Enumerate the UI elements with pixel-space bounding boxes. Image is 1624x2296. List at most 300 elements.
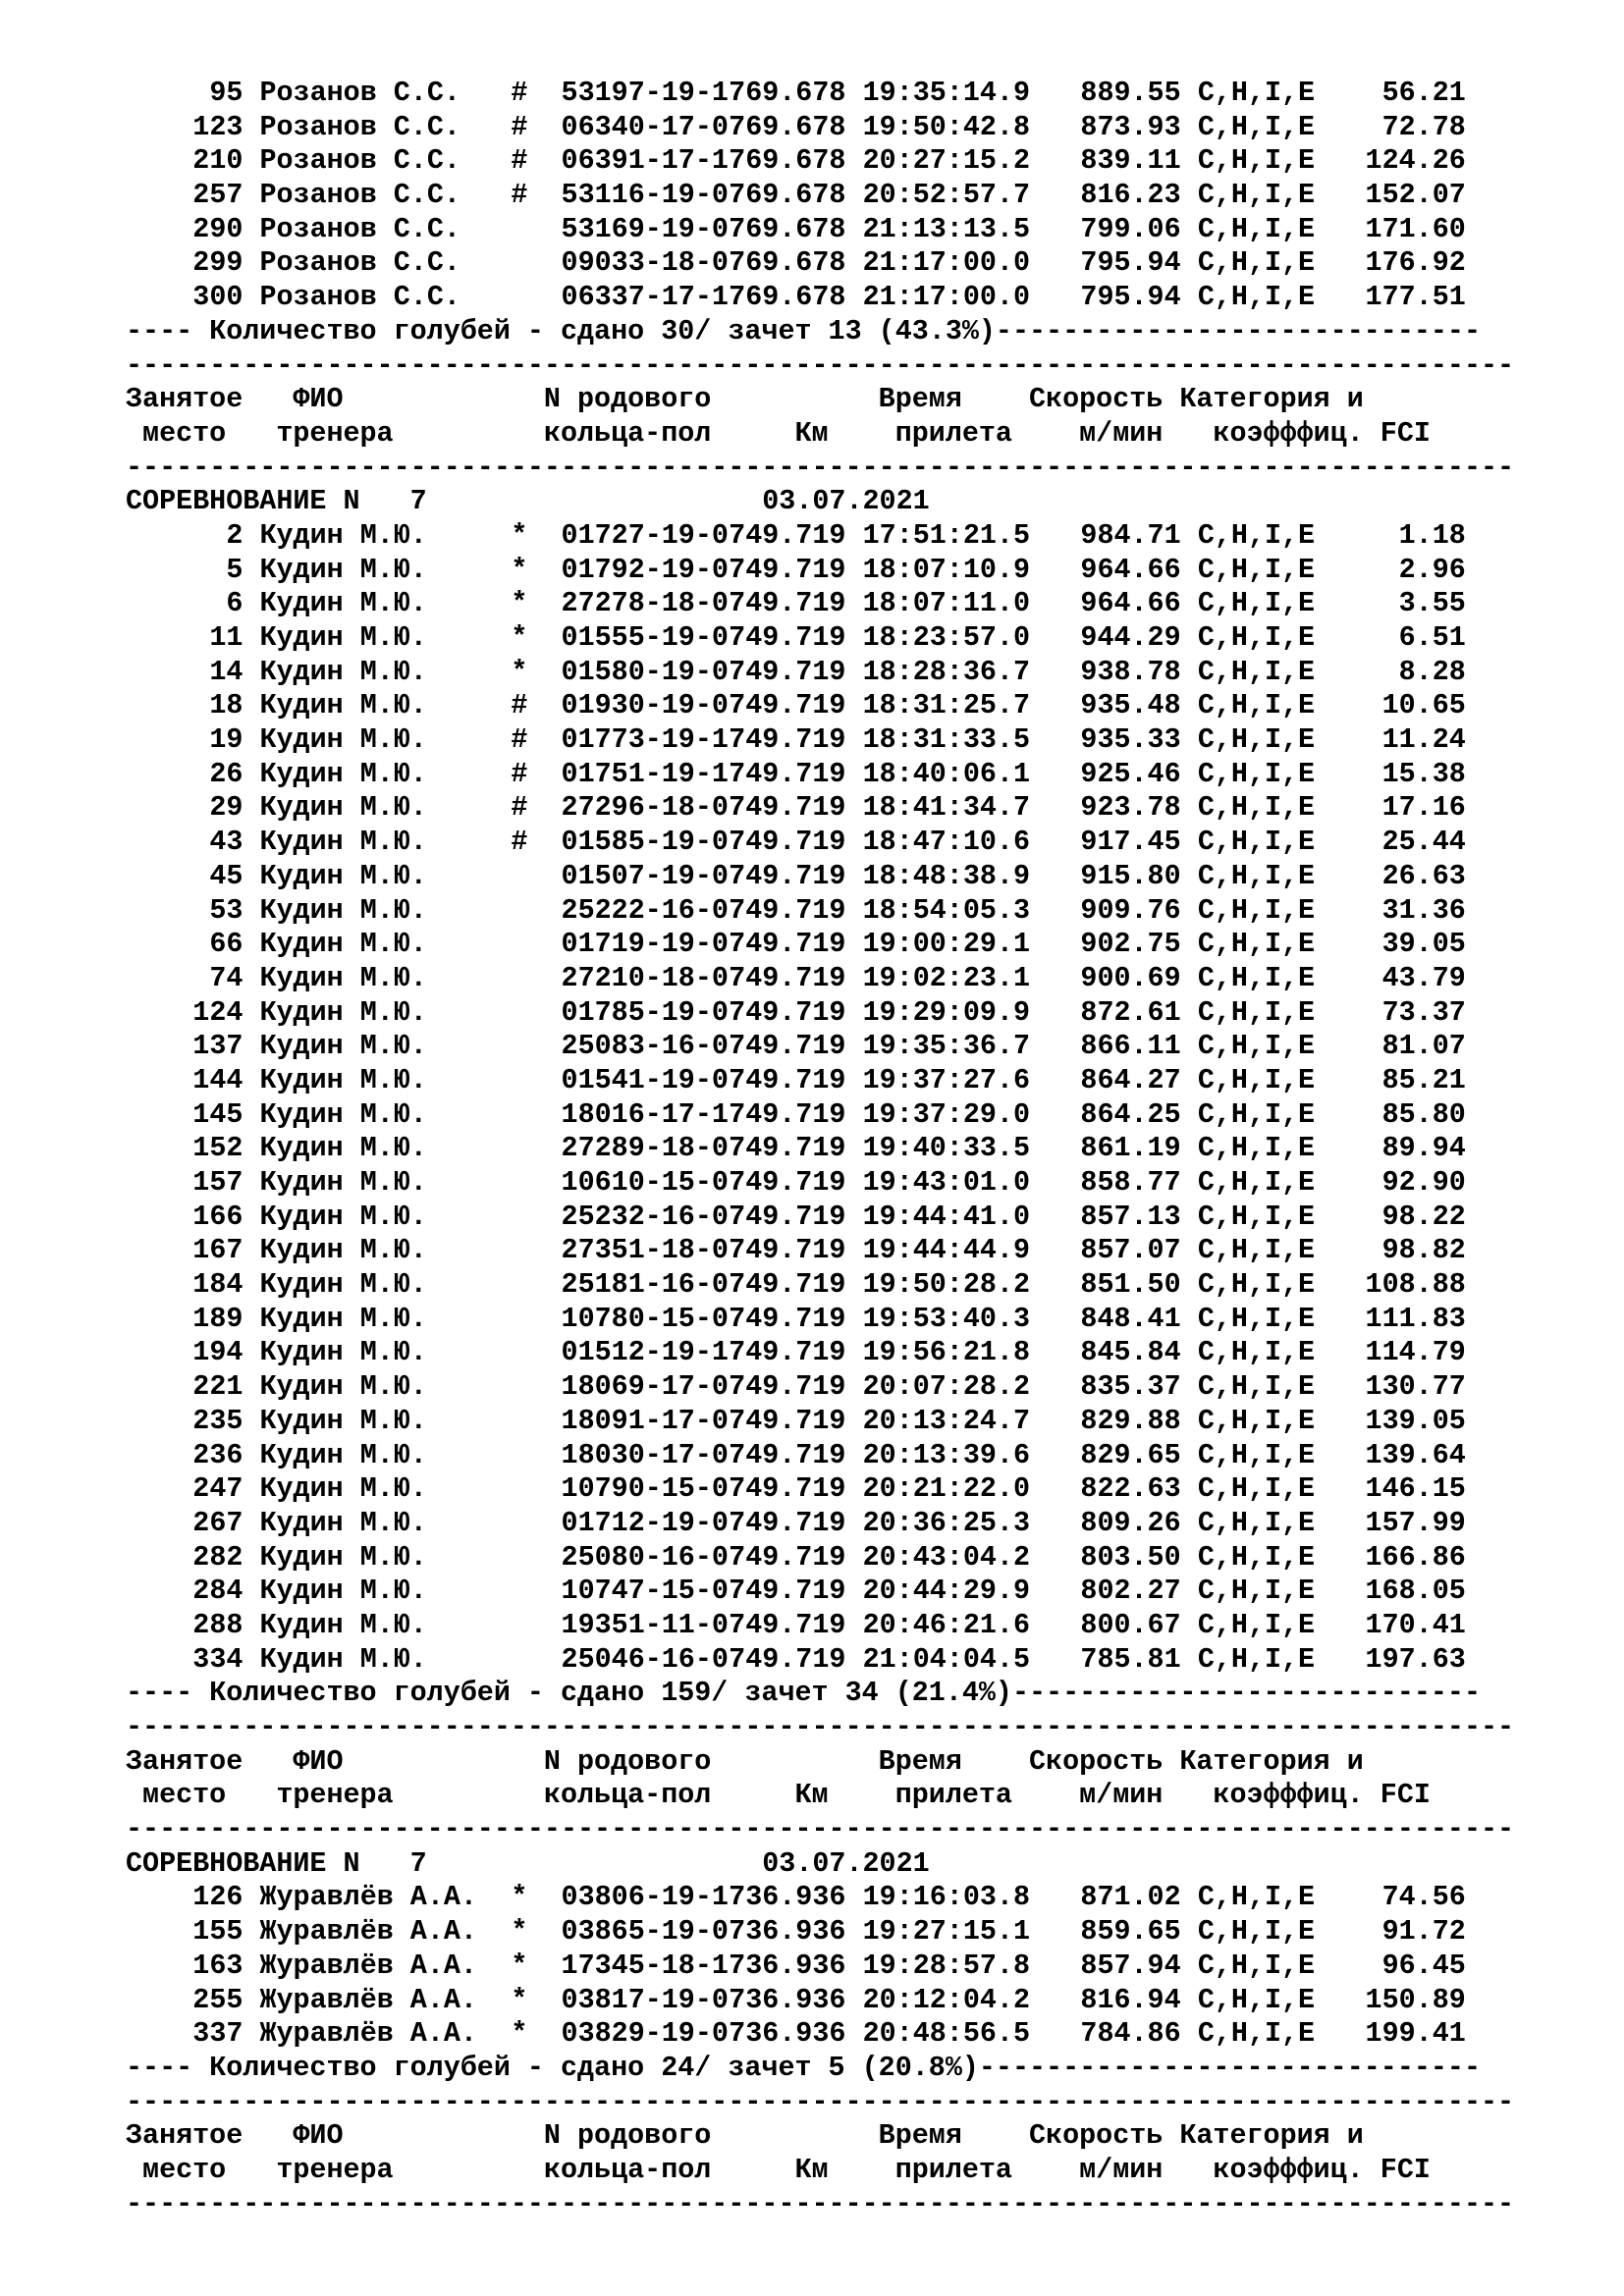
cell-place: 5 bbox=[226, 553, 244, 586]
cell-mark: * bbox=[511, 587, 528, 620]
cell-speed: 835.37 bbox=[1080, 1370, 1181, 1404]
cell-speed: 917.45 bbox=[1080, 826, 1181, 859]
cell-speed: 923.78 bbox=[1080, 791, 1181, 825]
results-document bbox=[126, 77, 1514, 2221]
cell-mark: * bbox=[511, 1949, 528, 1982]
cell-cat: C,H,I,E bbox=[1197, 2017, 1316, 2051]
cell-ring: 10747-15-0 bbox=[561, 1575, 729, 1608]
cell-ring: 10780-15-0 bbox=[561, 1302, 729, 1335]
cell-place: 221 bbox=[192, 1370, 244, 1404]
competition-number: СОРЕВНОВАНИЕ N 7 bbox=[126, 485, 427, 518]
separator-line: ----------------------------------------------------------------------------------- bbox=[126, 1711, 1515, 1743]
cell-ring: 27296-18-0 bbox=[561, 791, 729, 825]
cell-km: 736.936 bbox=[729, 1983, 846, 2016]
cell-cat: C,H,I,E bbox=[1197, 928, 1316, 961]
cell-fci: 146.15 bbox=[1365, 1472, 1466, 1506]
cell-km: 749.719 bbox=[729, 1063, 846, 1096]
cell-speed: 873.93 bbox=[1080, 110, 1181, 143]
cell-ring: 18016-17-1 bbox=[561, 1097, 729, 1131]
cell-km: 749.719 bbox=[729, 1200, 846, 1233]
cell-place: 6 bbox=[226, 587, 244, 620]
result-row bbox=[126, 1439, 1514, 1473]
cell-cat: C,H,I,E bbox=[1197, 1949, 1316, 1982]
cell-ring: 25083-16-0 bbox=[561, 1030, 729, 1063]
cell-time: 20:36:25.3 bbox=[862, 1506, 1030, 1539]
cell-place: 2 bbox=[226, 518, 244, 552]
cell-km: 749.719 bbox=[729, 791, 846, 825]
cell-cat: C,H,I,E bbox=[1197, 553, 1316, 586]
cell-speed: 809.26 bbox=[1080, 1506, 1181, 1539]
cell-fci: 168.05 bbox=[1365, 1575, 1466, 1608]
cell-km: 749.719 bbox=[729, 893, 846, 927]
cell-place: 157 bbox=[192, 1166, 244, 1199]
cell-mark: # bbox=[511, 791, 528, 825]
cell-ring: 10610-15-0 bbox=[561, 1166, 729, 1199]
result-row bbox=[126, 1643, 1514, 1678]
cell-time: 18:40:06.1 bbox=[862, 757, 1030, 790]
column-header-line-1: Занятое ФИО N родового Время Скорость Категория и bbox=[126, 1744, 1364, 1778]
cell-name: Кудин М.Ю. bbox=[259, 1268, 427, 1302]
cell-ring: 01712-19-0 bbox=[561, 1506, 729, 1539]
cell-time: 19:29:09.9 bbox=[862, 995, 1030, 1029]
cell-time: 18:31:25.7 bbox=[862, 689, 1030, 722]
cell-fci: 91.72 bbox=[1381, 1915, 1466, 1949]
cell-ring: 03817-19-0 bbox=[561, 1983, 729, 2016]
cell-name: Кудин М.Ю. bbox=[259, 826, 427, 859]
cell-time: 21:17:00.0 bbox=[862, 246, 1030, 280]
cell-speed: 872.61 bbox=[1080, 995, 1181, 1029]
cell-cat: C,H,I,E bbox=[1197, 1608, 1316, 1641]
cell-place: 19 bbox=[209, 723, 244, 757]
cell-time: 19:35:14.9 bbox=[862, 77, 1030, 109]
cell-mark: * bbox=[511, 1881, 528, 1914]
cell-speed: 964.66 bbox=[1080, 553, 1181, 586]
cell-name: Кудин М.Ю. bbox=[259, 621, 427, 654]
cell-km: 749.719 bbox=[729, 621, 846, 654]
cell-fci: 108.88 bbox=[1365, 1268, 1466, 1302]
cell-speed: 871.02 bbox=[1080, 1881, 1181, 1914]
cell-time: 20:44:29.9 bbox=[862, 1575, 1030, 1608]
cell-time: 18:07:10.9 bbox=[862, 553, 1030, 586]
cell-speed: 915.80 bbox=[1080, 859, 1181, 892]
cell-km: 749.719 bbox=[729, 723, 846, 757]
cell-speed: 864.25 bbox=[1080, 1097, 1181, 1131]
cell-place: 155 bbox=[192, 1915, 244, 1949]
cell-mark: * bbox=[511, 1915, 528, 1949]
cell-fci: 43.79 bbox=[1381, 961, 1466, 994]
cell-name: Журавлёв А.А. bbox=[259, 1915, 477, 1949]
result-row bbox=[126, 281, 1514, 315]
cell-name: Кудин М.Ю. bbox=[259, 1336, 427, 1369]
cell-fci: 96.45 bbox=[1381, 1949, 1466, 1982]
cell-speed: 857.13 bbox=[1080, 1200, 1181, 1233]
cell-time: 19:50:28.2 bbox=[862, 1268, 1030, 1302]
cell-name: Кудин М.Ю. bbox=[259, 1608, 427, 1641]
cell-km: 769.678 bbox=[729, 179, 846, 212]
cell-time: 18:31:33.5 bbox=[862, 723, 1030, 757]
separator-line: ----------------------------------------------------------------------------------- bbox=[126, 348, 1515, 382]
result-row bbox=[126, 144, 1514, 179]
cell-name: Кудин М.Ю. bbox=[259, 587, 427, 620]
cell-km: 749.719 bbox=[729, 689, 846, 722]
cell-cat: C,H,I,E bbox=[1197, 1063, 1316, 1096]
cell-cat: C,H,I,E bbox=[1197, 826, 1316, 859]
result-row bbox=[126, 1370, 1514, 1405]
result-row bbox=[126, 962, 1514, 996]
result-row bbox=[126, 1541, 1514, 1575]
cell-ring: 25232-16-0 bbox=[561, 1200, 729, 1233]
cell-ring: 27210-18-0 bbox=[561, 961, 729, 994]
cell-cat: C,H,I,E bbox=[1197, 1097, 1316, 1131]
cell-cat: C,H,I,E bbox=[1197, 1030, 1316, 1063]
cell-cat: C,H,I,E bbox=[1197, 1200, 1316, 1233]
cell-km: 749.719 bbox=[729, 518, 846, 552]
cell-speed: 964.66 bbox=[1080, 587, 1181, 620]
cell-km: 749.719 bbox=[729, 655, 846, 688]
cell-km: 769.678 bbox=[729, 212, 846, 245]
result-row bbox=[126, 213, 1514, 247]
result-row bbox=[126, 1881, 1514, 1915]
cell-mark: # bbox=[511, 179, 528, 212]
cell-name: Журавлёв А.А. bbox=[259, 1949, 477, 1982]
column-header-line-2: место тренера кольца-пол Км прилета м/мин коэфффиц. FCI bbox=[126, 416, 1431, 450]
cell-place: 14 bbox=[209, 655, 244, 688]
summary-line: ---- Количество голубей - сдано 24/ зачет 5 (20.8%)------------------------------ bbox=[126, 2051, 1482, 2084]
cell-ring: 19351-11-0 bbox=[561, 1608, 729, 1641]
cell-fci: 11.24 bbox=[1381, 723, 1466, 757]
cell-place: 43 bbox=[209, 826, 244, 859]
cell-fci: 176.92 bbox=[1365, 246, 1466, 280]
cell-speed: 795.94 bbox=[1080, 281, 1181, 314]
cell-km: 769.678 bbox=[729, 246, 846, 280]
result-row bbox=[126, 689, 1514, 723]
cell-ring: 25046-16-0 bbox=[561, 1642, 729, 1676]
cell-place: 45 bbox=[209, 859, 244, 892]
cell-name: Журавлёв А.А. bbox=[259, 1983, 477, 2016]
cell-place: 247 bbox=[192, 1472, 244, 1506]
cell-time: 18:54:05.3 bbox=[862, 893, 1030, 927]
result-row bbox=[126, 1915, 1514, 1949]
cell-cat: C,H,I,E bbox=[1197, 1132, 1316, 1165]
cell-name: Кудин М.Ю. bbox=[259, 518, 427, 552]
cell-cat: C,H,I,E bbox=[1197, 110, 1316, 143]
cell-place: 267 bbox=[192, 1506, 244, 1539]
cell-speed: 866.11 bbox=[1080, 1030, 1181, 1063]
cell-fci: 85.80 bbox=[1381, 1097, 1466, 1131]
cell-name: Кудин М.Ю. bbox=[259, 1166, 427, 1199]
cell-name: Розанов С.С. bbox=[259, 110, 460, 143]
cell-place: 184 bbox=[192, 1268, 244, 1302]
cell-km: 736.936 bbox=[729, 1915, 846, 1949]
result-row bbox=[126, 723, 1514, 758]
cell-ring: 27351-18-0 bbox=[561, 1234, 729, 1267]
cell-place: 18 bbox=[209, 689, 244, 722]
cell-mark: # bbox=[511, 77, 528, 109]
cell-time: 18:48:38.9 bbox=[862, 859, 1030, 892]
cell-cat: C,H,I,E bbox=[1197, 1166, 1316, 1199]
cell-name: Кудин М.Ю. bbox=[259, 1506, 427, 1539]
cell-name: Кудин М.Ю. bbox=[259, 859, 427, 892]
cell-time: 19:50:42.8 bbox=[862, 110, 1030, 143]
cell-speed: 845.84 bbox=[1080, 1336, 1181, 1369]
cell-ring: 01541-19-0 bbox=[561, 1063, 729, 1096]
cell-name: Кудин М.Ю. bbox=[259, 1575, 427, 1608]
cell-fci: 81.07 bbox=[1381, 1030, 1466, 1063]
cell-km: 749.719 bbox=[729, 553, 846, 586]
cell-fci: 98.22 bbox=[1381, 1200, 1466, 1233]
cell-time: 19:43:01.0 bbox=[862, 1166, 1030, 1199]
cell-fci: 111.83 bbox=[1365, 1302, 1466, 1335]
result-row bbox=[126, 1030, 1514, 1064]
separator-line: ----------------------------------------------------------------------------------- bbox=[126, 1813, 1515, 1846]
cell-place: 66 bbox=[209, 928, 244, 961]
result-row bbox=[126, 587, 1514, 621]
cell-km: 749.719 bbox=[729, 757, 846, 790]
cell-place: 144 bbox=[192, 1063, 244, 1096]
cell-cat: C,H,I,E bbox=[1197, 1404, 1316, 1437]
cell-fci: 124.26 bbox=[1365, 144, 1466, 178]
cell-place: 189 bbox=[192, 1302, 244, 1335]
cell-speed: 935.33 bbox=[1080, 723, 1181, 757]
cell-speed: 851.50 bbox=[1080, 1268, 1181, 1302]
result-row bbox=[126, 1336, 1514, 1370]
cell-speed: 935.48 bbox=[1080, 689, 1181, 722]
cell-km: 749.719 bbox=[729, 1438, 846, 1471]
column-header-line-2: место тренера кольца-пол Км прилета м/мин коэфффиц. FCI bbox=[126, 2153, 1431, 2186]
cell-km: 749.719 bbox=[729, 995, 846, 1029]
cell-name: Кудин М.Ю. bbox=[259, 1234, 427, 1267]
cell-fci: 85.21 bbox=[1381, 1063, 1466, 1096]
cell-km: 769.678 bbox=[729, 77, 846, 109]
cell-fci: 157.99 bbox=[1365, 1506, 1466, 1539]
cell-place: 282 bbox=[192, 1540, 244, 1574]
cell-ring: 53116-19-0 bbox=[561, 179, 729, 212]
cell-cat: C,H,I,E bbox=[1197, 995, 1316, 1029]
cell-ring: 01785-19-0 bbox=[561, 995, 729, 1029]
result-row bbox=[126, 1234, 1514, 1268]
cell-cat: C,H,I,E bbox=[1197, 1370, 1316, 1404]
cell-ring: 27289-18-0 bbox=[561, 1132, 729, 1165]
cell-time: 20:13:39.6 bbox=[862, 1438, 1030, 1471]
result-row bbox=[126, 1303, 1514, 1337]
cell-cat: C,H,I,E bbox=[1197, 655, 1316, 688]
result-row bbox=[126, 2017, 1514, 2052]
separator-line: ----------------------------------------------------------------------------------- bbox=[126, 2187, 1515, 2220]
cell-speed: 902.75 bbox=[1080, 928, 1181, 961]
cell-ring: 17345-18-1 bbox=[561, 1949, 729, 1982]
cell-ring: 01507-19-0 bbox=[561, 859, 729, 892]
cell-speed: 857.07 bbox=[1080, 1234, 1181, 1267]
result-row bbox=[126, 1098, 1514, 1133]
cell-name: Розанов С.С. bbox=[259, 179, 460, 212]
result-row bbox=[126, 1166, 1514, 1201]
cell-name: Розанов С.С. bbox=[259, 281, 460, 314]
cell-km: 749.719 bbox=[729, 1336, 846, 1369]
cell-name: Кудин М.Ю. bbox=[259, 1132, 427, 1165]
result-row bbox=[126, 656, 1514, 690]
cell-fci: 39.05 bbox=[1381, 928, 1466, 961]
result-row bbox=[126, 1949, 1514, 1984]
cell-cat: C,H,I,E bbox=[1197, 518, 1316, 552]
result-row bbox=[126, 826, 1514, 860]
cell-time: 20:07:28.2 bbox=[862, 1370, 1030, 1404]
cell-speed: 822.63 bbox=[1080, 1472, 1181, 1506]
cell-km: 749.719 bbox=[729, 1097, 846, 1131]
cell-km: 749.719 bbox=[729, 1302, 846, 1335]
cell-speed: 802.27 bbox=[1080, 1575, 1181, 1608]
cell-cat: C,H,I,E bbox=[1197, 1472, 1316, 1506]
cell-cat: C,H,I,E bbox=[1197, 587, 1316, 620]
result-row bbox=[126, 1507, 1514, 1541]
cell-km: 769.678 bbox=[729, 110, 846, 143]
cell-mark: * bbox=[511, 655, 528, 688]
cell-km: 749.719 bbox=[729, 1608, 846, 1641]
cell-cat: C,H,I,E bbox=[1197, 791, 1316, 825]
cell-ring: 18091-17-0 bbox=[561, 1404, 729, 1437]
cell-place: 284 bbox=[192, 1575, 244, 1608]
cell-cat: C,H,I,E bbox=[1197, 212, 1316, 245]
result-row bbox=[126, 1575, 1514, 1609]
result-row bbox=[126, 791, 1514, 826]
cell-ring: 53169-19-0 bbox=[561, 212, 729, 245]
cell-speed: 829.65 bbox=[1080, 1438, 1181, 1471]
cell-cat: C,H,I,E bbox=[1197, 1642, 1316, 1676]
cell-fci: 177.51 bbox=[1365, 281, 1466, 314]
cell-place: 288 bbox=[192, 1608, 244, 1641]
cell-place: 235 bbox=[192, 1404, 244, 1437]
cell-time: 19:37:29.0 bbox=[862, 1097, 1030, 1131]
cell-km: 736.936 bbox=[729, 1881, 846, 1914]
cell-fci: 1.18 bbox=[1398, 518, 1466, 552]
cell-ring: 01580-19-0 bbox=[561, 655, 729, 688]
cell-cat: C,H,I,E bbox=[1197, 77, 1316, 109]
cell-time: 20:46:21.6 bbox=[862, 1608, 1030, 1641]
cell-ring: 01512-19-1 bbox=[561, 1336, 729, 1369]
cell-speed: 848.41 bbox=[1080, 1302, 1181, 1335]
cell-cat: C,H,I,E bbox=[1197, 757, 1316, 790]
cell-name: Кудин М.Ю. bbox=[259, 1404, 427, 1437]
cell-fci: 3.55 bbox=[1398, 587, 1466, 620]
cell-place: 124 bbox=[192, 995, 244, 1029]
cell-place: 123 bbox=[192, 110, 244, 143]
cell-place: 145 bbox=[192, 1097, 244, 1131]
cell-cat: C,H,I,E bbox=[1197, 621, 1316, 654]
cell-ring: 27278-18-0 bbox=[561, 587, 729, 620]
cell-name: Кудин М.Ю. bbox=[259, 757, 427, 790]
cell-time: 19:27:15.1 bbox=[862, 1915, 1030, 1949]
cell-name: Розанов С.С. bbox=[259, 144, 460, 178]
cell-cat: C,H,I,E bbox=[1197, 1234, 1316, 1267]
cell-km: 749.719 bbox=[729, 1132, 846, 1165]
cell-speed: 785.81 bbox=[1080, 1642, 1181, 1676]
cell-place: 299 bbox=[192, 246, 244, 280]
cell-time: 19:35:36.7 bbox=[862, 1030, 1030, 1063]
cell-time: 19:53:40.3 bbox=[862, 1302, 1030, 1335]
cell-speed: 816.23 bbox=[1080, 179, 1181, 212]
cell-time: 18:47:10.6 bbox=[862, 826, 1030, 859]
cell-km: 749.719 bbox=[729, 1404, 846, 1437]
column-header-line-1: Занятое ФИО N родового Время Скорость Категория и bbox=[126, 383, 1364, 416]
result-row bbox=[126, 1405, 1514, 1439]
cell-mark: # bbox=[511, 757, 528, 790]
cell-ring: 25080-16-0 bbox=[561, 1540, 729, 1574]
cell-km: 749.719 bbox=[729, 1540, 846, 1574]
cell-km: 749.719 bbox=[729, 826, 846, 859]
cell-fci: 197.63 bbox=[1365, 1642, 1466, 1676]
cell-time: 20:13:24.7 bbox=[862, 1404, 1030, 1437]
cell-name: Кудин М.Ю. bbox=[259, 1472, 427, 1506]
cell-cat: C,H,I,E bbox=[1197, 859, 1316, 892]
cell-mark: # bbox=[511, 826, 528, 859]
cell-cat: C,H,I,E bbox=[1197, 144, 1316, 178]
cell-place: 26 bbox=[209, 757, 244, 790]
cell-name: Розанов С.С. bbox=[259, 212, 460, 245]
cell-place: 74 bbox=[209, 961, 244, 994]
competition-date: 03.07.2021 bbox=[762, 485, 930, 518]
cell-place: 194 bbox=[192, 1336, 244, 1369]
cell-name: Кудин М.Ю. bbox=[259, 1642, 427, 1676]
cell-place: 163 bbox=[192, 1949, 244, 1982]
cell-cat: C,H,I,E bbox=[1197, 893, 1316, 927]
cell-km: 736.936 bbox=[729, 1949, 846, 1982]
cell-km: 749.719 bbox=[729, 961, 846, 994]
cell-time: 19:40:33.5 bbox=[862, 1132, 1030, 1165]
cell-km: 769.678 bbox=[729, 144, 846, 178]
result-row bbox=[126, 928, 1514, 962]
cell-cat: C,H,I,E bbox=[1197, 1540, 1316, 1574]
cell-speed: 799.06 bbox=[1080, 212, 1181, 245]
cell-time: 20:52:57.7 bbox=[862, 179, 1030, 212]
cell-ring: 01555-19-0 bbox=[561, 621, 729, 654]
cell-speed: 944.29 bbox=[1080, 621, 1181, 654]
cell-name: Кудин М.Ю. bbox=[259, 553, 427, 586]
cell-ring: 01727-19-0 bbox=[561, 518, 729, 552]
cell-time: 19:02:23.1 bbox=[862, 961, 1030, 994]
cell-mark: * bbox=[511, 621, 528, 654]
cell-fci: 73.37 bbox=[1381, 995, 1466, 1029]
cell-mark: * bbox=[511, 2017, 528, 2051]
result-row bbox=[126, 1472, 1514, 1507]
result-row bbox=[126, 1064, 1514, 1098]
cell-cat: C,H,I,E bbox=[1197, 1336, 1316, 1369]
cell-km: 749.719 bbox=[729, 859, 846, 892]
cell-fci: 72.78 bbox=[1381, 110, 1466, 143]
cell-name: Кудин М.Ю. bbox=[259, 1540, 427, 1574]
cell-time: 20:27:15.2 bbox=[862, 144, 1030, 178]
result-row bbox=[126, 77, 1514, 111]
cell-fci: 10.65 bbox=[1381, 689, 1466, 722]
cell-name: Кудин М.Ю. bbox=[259, 791, 427, 825]
cell-time: 18:23:57.0 bbox=[862, 621, 1030, 654]
result-row bbox=[126, 179, 1514, 213]
result-row bbox=[126, 1268, 1514, 1303]
cell-fci: 92.90 bbox=[1381, 1166, 1466, 1199]
cell-cat: C,H,I,E bbox=[1197, 281, 1316, 314]
cell-cat: C,H,I,E bbox=[1197, 1268, 1316, 1302]
cell-km: 749.719 bbox=[729, 928, 846, 961]
cell-time: 19:37:27.6 bbox=[862, 1063, 1030, 1096]
cell-time: 19:28:57.8 bbox=[862, 1949, 1030, 1982]
cell-km: 749.719 bbox=[729, 1642, 846, 1676]
cell-fci: 31.36 bbox=[1381, 893, 1466, 927]
cell-fci: 8.28 bbox=[1398, 655, 1466, 688]
cell-time: 20:21:22.0 bbox=[862, 1472, 1030, 1506]
cell-time: 21:13:13.5 bbox=[862, 212, 1030, 245]
cell-time: 21:17:00.0 bbox=[862, 281, 1030, 314]
cell-ring: 03806-19-1 bbox=[561, 1881, 729, 1914]
cell-speed: 861.19 bbox=[1080, 1132, 1181, 1165]
cell-fci: 139.05 bbox=[1365, 1404, 1466, 1437]
